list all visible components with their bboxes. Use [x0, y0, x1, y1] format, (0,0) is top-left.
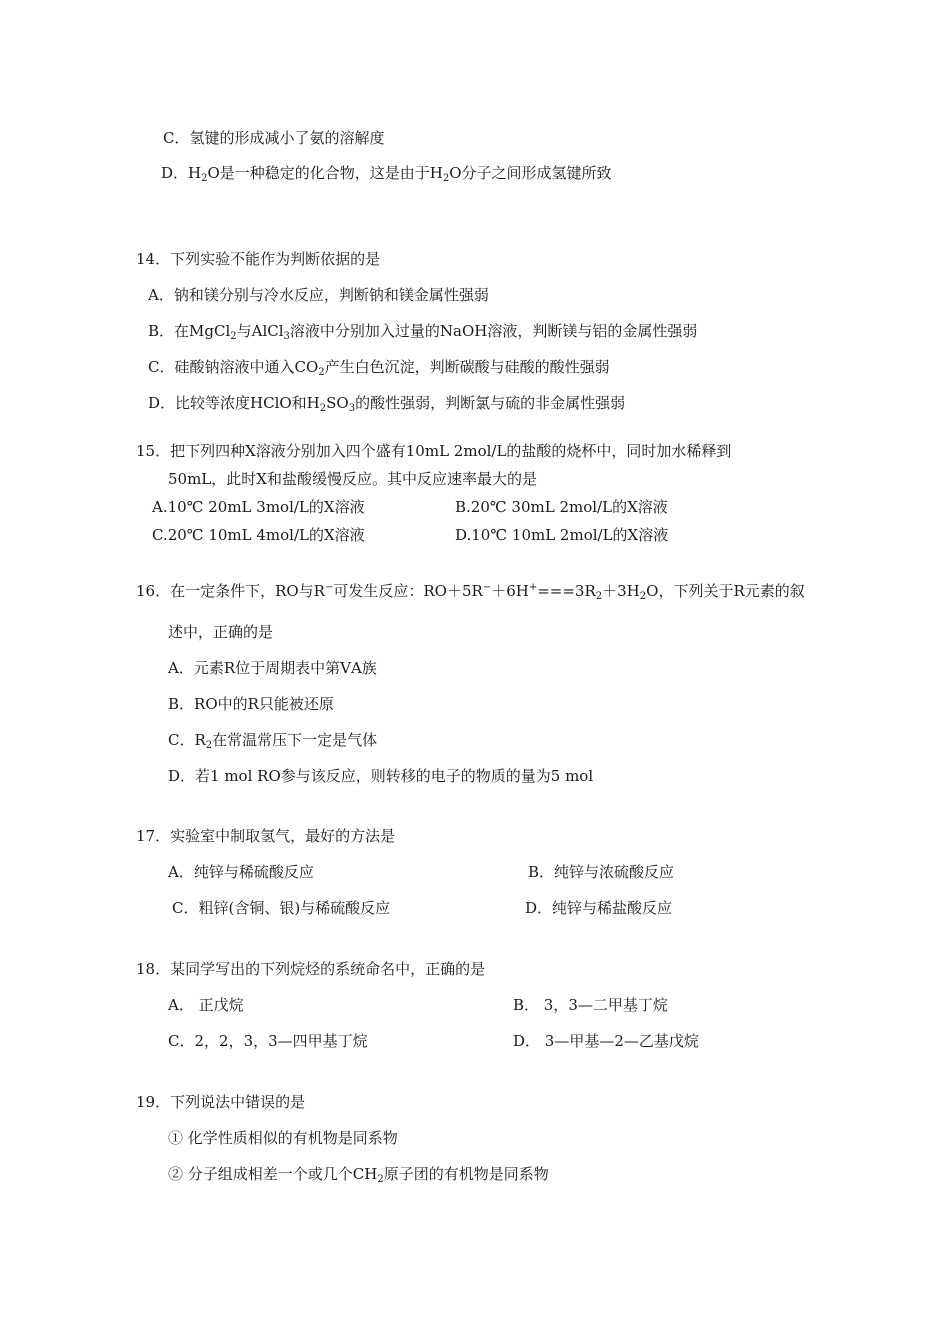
q17-stem: 17．实验室中制取氢气，最好的方法是 [136, 827, 396, 845]
q17-option-a: A．纯锌与稀硫酸反应 [168, 863, 314, 881]
q14-option-d: D．比较等浓度HClO和$H_2SO_3$的酸性强弱，判断氯与硫的非金属性强弱 [148, 394, 626, 414]
q16-stem-line1: 16．在一定条件下，RO与R−可发生反应：$RO+5R^-+6H^+===3R_2+3H_2O$，下列关于R元素的叙 [136, 582, 805, 602]
q16-option-b: B．RO中的R只能被还原 [168, 695, 334, 713]
q19-item-1: ① 化学性质相似的有机物是同系物 [168, 1129, 398, 1147]
q13-option-c: C．氢键的形成减小了氨的溶解度 [163, 129, 385, 147]
q18-stem: 18．某同学写出的下列烷烃的系统命名中，正确的是 [136, 960, 486, 978]
q18-option-d: D． 3—甲基—2—乙基戊烷 [513, 1032, 699, 1050]
q18-option-b: B． 3，3—二甲基丁烷 [513, 996, 668, 1014]
q13-option-d: D．$H_2O$是一种稳定的化合物，这是由于$H_2O$分子之间形成氢键所致 [161, 164, 612, 184]
q18-option-a: A． 正戊烷 [168, 996, 244, 1014]
q15-stem-line2: 50mL，此时X和盐酸缓慢反应。其中反应速率最大的是 [168, 470, 537, 488]
q16-option-d: D．若1 mol RO参与该反应，则转移的电子的物质的量为5 mol [168, 767, 594, 785]
q14-option-c: C．硅酸钠溶液中通入$CO_2$产生白色沉淀，判断碳酸与硅酸的酸性强弱 [148, 358, 610, 378]
q15-option-c: C.20℃ 10mL 4mol/L的X溶液 [152, 526, 365, 544]
q19-item-2: ② 分子组成相差一个或几个$CH_2$原子团的有机物是同系物 [168, 1165, 549, 1185]
q17-option-c: C．粗锌(含铜、银)与稀硫酸反应 [172, 899, 391, 917]
q15-option-a: A.10℃ 20mL 3mol/L的X溶液 [152, 498, 365, 516]
q15-option-d: D.10℃ 10mL 2mol/L的X溶液 [455, 526, 669, 544]
q18-option-c: C．2，2，3，3—四甲基丁烷 [168, 1032, 368, 1050]
q14-stem: 14．下列实验不能作为判断依据的是 [136, 250, 381, 268]
q14-option-a: A．钠和镁分别与冷水反应，判断钠和镁金属性强弱 [148, 286, 489, 304]
q16-stem-line2: 述中，正确的是 [168, 623, 274, 641]
q15-option-b: B.20℃ 30mL 2mol/L的X溶液 [455, 498, 668, 516]
q15-stem-line1: 15．把下列四种X溶液分别加入四个盛有10mL 2mol/L的盐酸的烧杯中，同时加水稀释到 [136, 442, 732, 460]
q16-option-a: A．元素R位于周期表中第ⅤA族 [168, 659, 377, 677]
q17-option-b: B．纯锌与浓硫酸反应 [528, 863, 675, 881]
q17-option-d: D．纯锌与稀盐酸反应 [525, 899, 673, 917]
q14-option-b: B．在MgCl$_2$与AlCl$_3$溶液中分别加入过量的NaOH溶液，判断镁与铝的金属性强弱 [148, 322, 698, 342]
q16-option-c: C．$R_2$在常温常压下一定是气体 [168, 731, 378, 751]
q19-stem: 19．下列说法中错误的是 [136, 1093, 306, 1111]
